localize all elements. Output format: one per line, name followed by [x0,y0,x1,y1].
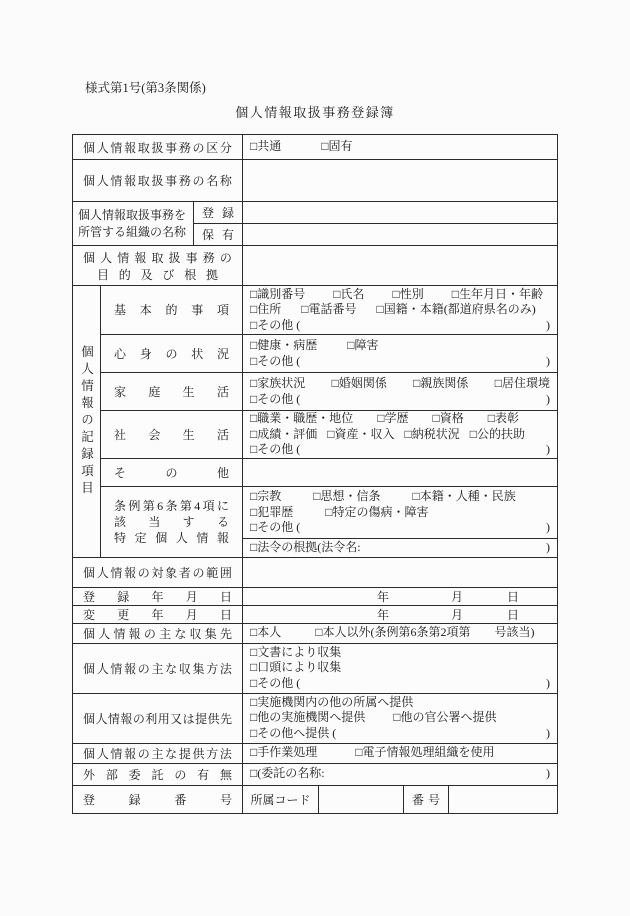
label-tokutei-line2: 該 当 す る [114,514,229,529]
label-shakai-cell [101,411,243,458]
checkbox-option-shisan-shunyu[interactable]: □資産・収入 [327,426,395,441]
basic-options-cell [243,286,557,334]
label-basic: 基 本 的 事 項 [114,303,229,317]
label-org-line2: 所管する組織の名称 [78,224,187,239]
label-basic-cell [101,286,243,334]
checkbox-option-katei-sonota[interactable]: □その他 ( [250,391,301,406]
checkbox-option-kyoju-kankyo[interactable]: □居住環境 [494,376,550,390]
sonota-value-cell[interactable] [243,459,557,486]
itaku-line [250,766,550,782]
form-number: 様式第1号(第3条関係) [85,81,206,95]
shakai-line2 [250,427,550,443]
org-hoyu-value-cell[interactable] [243,224,557,245]
label-jimu-name: 個 人 情 報 取 扱 事 務 の 名 称 [83,174,232,188]
teikyo-hoho-line [250,745,550,761]
checkbox-option-kenko-byoreki[interactable]: □健康・病歴 [250,338,318,352]
checkbox-option-kyotsu[interactable]: □共通 [250,139,282,154]
henko-date-value-cell[interactable] [243,606,557,623]
org-toroku-value-cell[interactable] [243,202,557,223]
shozoku-code-value-cell[interactable] [319,786,404,813]
label-jimu-kubun-cell [73,135,243,159]
horei-close-paren: ) [546,540,550,554]
registry-form-table [72,134,558,814]
label-teikyo-hoho: 個 人 情 報 の 主 な 提 供 方 法 [83,746,232,761]
checkbox-option-hoka-jisshi-kikan[interactable]: □他の実施機関へ提供 [250,710,366,725]
checkbox-option-shakai-sonota[interactable]: □その他 ( [250,442,301,457]
row-record-items [73,285,557,557]
checkbox-option-koyu[interactable]: □固有 [321,139,353,154]
checkbox-option-shushu-sonota[interactable]: □その他 ( [250,675,301,690]
toroku-date-day-unit: 日 [507,589,520,604]
henko-date-day-unit: 日 [507,607,520,622]
label-taishosha-cell [73,558,243,587]
row-toroku-date [73,587,557,605]
checkbox-option-sonota-teikyo[interactable]: □その他へ提供 ( [250,725,337,740]
label-toroku-date-cell [73,588,243,605]
label-org-cell [73,202,194,245]
label-org-toroku: 登 録 [202,206,234,220]
org-subrow-hoyu [194,223,557,245]
group-sonota [101,458,557,486]
row-jimu-name [73,159,557,201]
checkbox-option-konin-kankei[interactable]: □婚姻関係 [331,376,387,390]
tokutei-line1 [250,489,550,505]
label-riyo-teikyo-cell [73,694,243,743]
checkbox-option-shimei[interactable]: □氏名 [333,286,365,301]
row-teikyo-hoho [73,743,557,763]
checkbox-option-koteki-fujo[interactable]: □公的扶助 [469,426,525,441]
tokutei-horei-cell [243,539,557,557]
shakai-options-cell [243,411,557,458]
label-record-items-vertical: 個人情報の記録項目 [79,344,94,498]
shakai-other-close-paren: ) [546,442,550,457]
tokutei-right [243,487,557,557]
katei-line1 [250,376,550,392]
checkbox-option-shogai[interactable]: □障害 [347,338,379,352]
tokutei-options-cell [243,487,557,539]
label-shushu-hoho-cell [73,644,243,693]
row-shushu-hoho [73,643,557,693]
katei-other-line [250,392,550,408]
label-org-hoyu: 保 有 [202,228,234,242]
checkbox-option-bunsho-shushu[interactable]: □文書により収集 [250,644,342,659]
checkbox-option-nozei-jokyo[interactable]: □納税状況 [404,426,460,441]
henko-date-year-unit: 年 [376,607,389,622]
shushu-hoho-options-cell [243,644,557,693]
checkbox-option-honnin[interactable]: □本人 [250,625,282,640]
checkbox-option-jusho[interactable]: □住所 [250,302,282,317]
jimu-kubun-options-cell [243,135,557,159]
checkbox-option-horei-konkyo[interactable]: □法令の根拠(法令名: [250,540,361,554]
checkbox-option-shinzoku-kankei[interactable]: □親族関係 [413,376,469,390]
row-org [73,201,557,245]
checkbox-option-kikannai-teikyo[interactable]: □実施機関内の他の所属へ提供 [250,694,414,709]
checkbox-option-seiseki-hyoka[interactable]: □成績・評価 [250,426,318,441]
label-toroku-bango-cell [73,786,243,813]
label-katei: 家 庭 生 活 [114,384,229,399]
shushu-other-close-paren: ) [546,675,550,690]
row-purpose [73,245,557,285]
label-henko-date: 変 更 年 月 日 [83,607,232,622]
katei-options-cell [243,373,557,410]
label-org-hoyu-cell [194,224,243,245]
checkbox-option-seinengappi[interactable]: □生年月日・年齢 [451,286,543,301]
label-shinshin-cell [101,335,243,372]
checkbox-option-tesagyo-shori[interactable]: □手作業処理 [250,745,318,760]
shinshin-line1 [250,338,550,354]
tokutei-other-close-paren: ) [546,520,550,535]
itaku-close-paren: ) [546,766,550,781]
checkbox-option-shokugyo[interactable]: □職業・職歴・地位 [250,411,354,426]
toroku-date-year-unit: 年 [376,589,389,604]
page-title: 個人情報取扱事務登録簿 [235,105,395,120]
checkbox-option-koto-shushu[interactable]: □口頭により収集 [250,660,342,675]
checkbox-option-kazoku-jokyo[interactable]: □家族状況 [250,376,306,390]
tokutei-horei-line [250,540,550,556]
group-shinshin [101,334,557,372]
row-itaku [73,763,557,785]
itaku-value-cell [243,764,557,785]
checkbox-option-tokutei-sonota[interactable]: □その他 ( [250,520,301,535]
basic-line1 [250,287,550,303]
row-taishosha [73,557,557,587]
label-itaku-cell [73,764,243,785]
row-toroku-bango [73,785,557,813]
label-shushu-saki: 個 人 情 報 の 主 な 収 集 先 [83,626,232,641]
checkbox-option-hyosho[interactable]: □表彰 [487,411,519,426]
checkbox-option-denshi-shori[interactable]: □電子情報処理組織を使用 [355,745,495,760]
checkbox-option-shikibetsu-bango[interactable]: □識別番号 [250,286,306,301]
label-itaku: 外 部 委 託 の 有 無 [83,767,232,782]
label-tokutei-line1: 条 例 第 6 条 第 4 項 に [114,498,229,513]
shinshin-options-cell [243,335,557,372]
label-teikyo-hoho-cell [73,744,243,763]
label-shinshin: 心 身 の 状 況 [114,346,229,361]
bango-value-cell[interactable] [449,786,557,813]
checkbox-option-hanzaireki[interactable]: □犯罪歴 [250,504,294,519]
label-bango-cell [404,786,449,813]
org-subrow-toroku [194,202,557,223]
label-jimu-kubun: 個 人 情 報 取 扱 事 務 の 区 分 [83,140,232,155]
shakai-other-line [250,442,550,458]
row-jimu-kubun [73,135,557,159]
shushu-hoho-line2 [250,660,550,676]
riyo-teikyo-other-close-paren: ) [546,725,550,740]
checkbox-option-honseki-jinshu[interactable]: □本籍・人種・民族 [412,489,516,504]
record-items-side-cell [73,286,101,557]
riyo-teikyo-line2 [250,710,550,726]
row-riyo-teikyo [73,693,557,743]
label-bango: 番 号 [412,792,440,807]
label-sonota: そ の 他 [114,465,229,480]
jimu-name-value-cell[interactable] [243,160,557,201]
label-riyo-teikyo: 個 人 情 報 の 利 用 又 は 提 供 先 [83,711,232,726]
shushu-hoho-line1 [250,645,550,661]
henko-date-month-unit: 月 [450,607,463,622]
shinshin-other-line [250,354,550,370]
label-toroku-date: 登 録 年 月 日 [83,589,232,604]
row-henko-date [73,605,557,623]
group-basic [101,286,557,334]
shushu-saki-options-cell [243,624,557,643]
label-henko-date-cell [73,606,243,623]
group-shakai [101,410,557,458]
checkbox-option-tokutei-shobyo[interactable]: □特定の傷病・障害 [325,504,429,519]
checkbox-option-basic-sonota[interactable]: □その他 ( [250,317,301,332]
shinshin-other-close-paren: ) [546,353,550,368]
riyo-teikyo-line1 [250,695,550,711]
tokutei-other-line [250,520,550,536]
basic-other-line [250,318,550,334]
label-jimu-name-cell [73,160,243,201]
checkbox-option-seibetsu[interactable]: □性別 [392,286,424,301]
jimu-kubun-options-line [250,139,550,155]
label-org-toroku-cell [194,202,243,223]
toroku-date-value-cell[interactable] [243,588,557,605]
checkbox-option-shiso-shinjo[interactable]: □思想・信条 [313,489,381,504]
purpose-value-cell[interactable] [243,246,557,285]
checkbox-option-shinshin-sonota[interactable]: □その他 ( [250,353,301,368]
label-tokutei-line3: 特 定 個 人 情 報 [114,530,229,545]
record-items-groups [101,286,557,557]
toroku-date-month-unit: 月 [450,589,463,604]
group-tokutei [101,486,557,557]
teikyo-hoho-options-cell [243,744,557,763]
label-purpose-cell [73,246,243,285]
riyo-teikyo-other-line [250,726,550,742]
basic-other-close-paren: ) [546,317,550,332]
shakai-line1 [250,411,550,427]
checkbox-option-shikaku[interactable]: □資格 [432,411,464,426]
label-taishosha: 個 人 情 報 の 対 象 者 の 範 囲 [83,565,232,580]
checkbox-option-shukyo[interactable]: □宗教 [250,489,282,504]
label-katei-cell [101,373,243,410]
taishosha-value-cell[interactable] [243,558,557,587]
checkbox-option-gakureki[interactable]: □学歴 [377,411,409,426]
checkbox-option-denwa-bango[interactable]: □電話番号 [301,302,357,317]
label-org-line1: 個人情報取扱事務を [78,207,187,222]
label-toroku-bango: 登 録 番 号 [83,792,232,807]
label-shushu-saki-cell [73,624,243,643]
checkbox-option-itaku[interactable]: □(委託の名称: [250,766,325,781]
katei-other-close-paren: ) [546,391,550,406]
checkbox-option-kokuseki-honseki[interactable]: □国籍・本籍(都道府県名のみ) [376,302,536,317]
label-purpose-line1: 個 人 情 報 取 扱 事 務 の [83,250,232,265]
org-subtable [194,202,557,245]
label-shushu-hoho: 個 人 情 報 の 主 な 収 集 方 法 [83,661,232,676]
label-shozoku-code: 所属コード [243,786,319,813]
checkbox-option-hoka-kankosho[interactable]: □他の官公署へ提供 [393,710,497,725]
tokutei-line2 [250,505,550,521]
label-tokutei-cell [101,487,243,557]
group-katei [101,372,557,410]
shushu-hoho-other-line [250,676,550,692]
label-sonota-cell [101,459,243,486]
checkbox-option-honnin-igai[interactable]: □本人以外(条例第6条第2項第 号該当) [315,625,535,640]
shushu-saki-line [250,625,550,641]
label-shakai: 社 会 生 活 [114,427,229,442]
riyo-teikyo-options-cell [243,694,557,743]
basic-line2 [250,302,550,318]
label-purpose-line2: 目 的 及 び 根 拠 [97,267,218,282]
row-shushu-saki [73,623,557,643]
